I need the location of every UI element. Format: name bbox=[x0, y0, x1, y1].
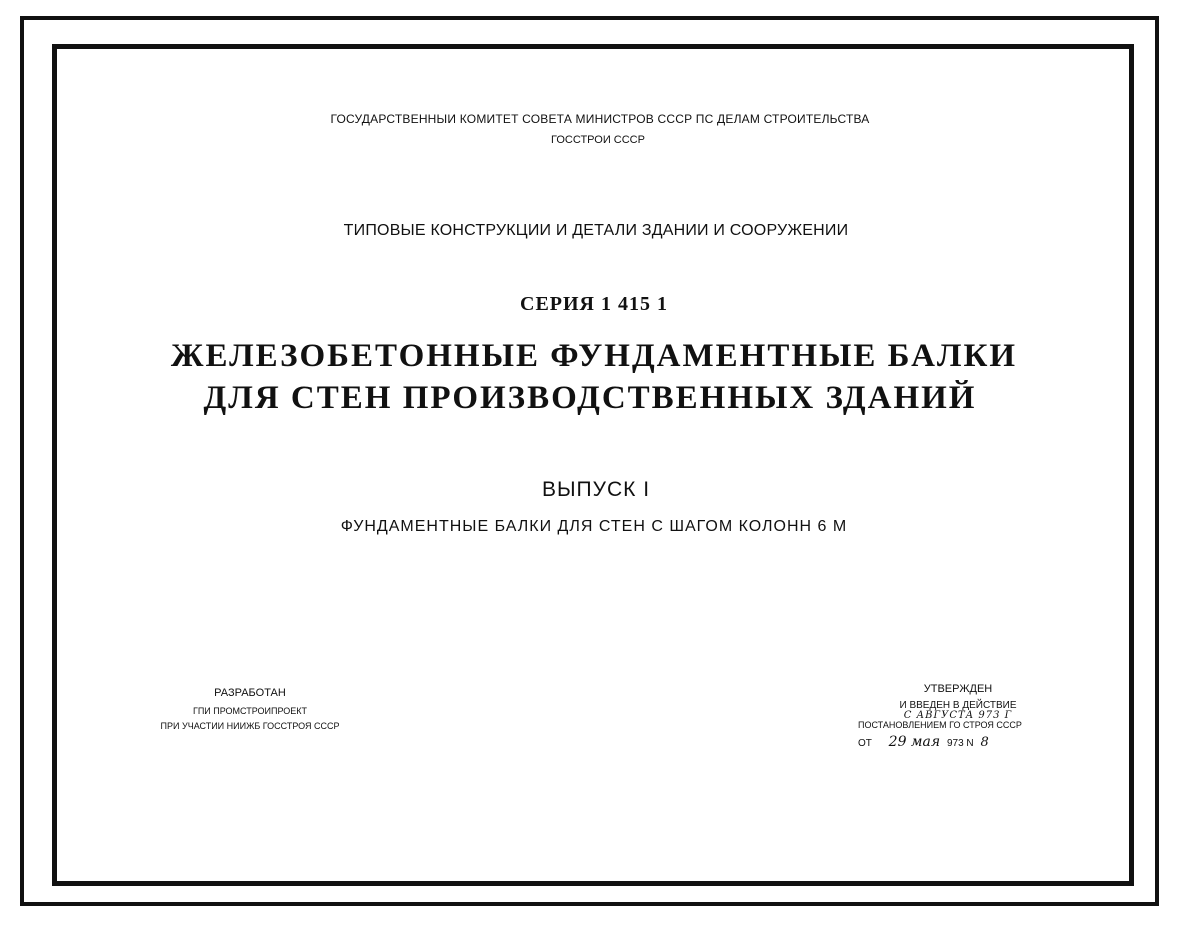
developed-by-block bbox=[110, 686, 390, 734]
decree-year: 973 bbox=[946, 738, 964, 749]
series-number: СЕРИЯ 1 415 1 bbox=[520, 293, 668, 315]
decree-date-row bbox=[858, 734, 1058, 750]
decree-number-handwritten: 8 bbox=[980, 735, 989, 750]
developed-heading: РАЗРАБОТАН bbox=[214, 687, 286, 699]
issue-subtitle: ФУНДАМЕНТНЫЕ БАЛКИ ДЛЯ СТЕН С ШАГОМ КОЛОНН 6 М bbox=[340, 518, 848, 535]
approved-block bbox=[858, 683, 1058, 750]
gosstroy-header: ГОССТРОИ СССР bbox=[551, 134, 645, 146]
approved-heading: УТВЕРЖДЕН bbox=[923, 683, 993, 695]
committee-header: ГОСУДАРСТВЕННЫИ КОМИТЕТ СОВЕТА МИНИСТРОВ СССР ПС ДЕЛАМ СТРОИТЕЛЬСТВА bbox=[330, 112, 870, 126]
effective-date-handwritten: С АВГУСТА 973 Г bbox=[903, 710, 1013, 721]
decree-number-label: N bbox=[966, 738, 974, 749]
document-title-line-1: ЖЕЛЕЗОБЕТОННЫЕ ФУНДАМЕНТНЫЕ БАЛКИ bbox=[170, 338, 1018, 374]
document-title-line-2: ДЛЯ СТЕН ПРОИЗВОДСТВЕННЫХ ЗДАНИЙ bbox=[203, 380, 977, 416]
approved-line: И ВВЕДЕН В ДЕЙСТВИЕ bbox=[899, 700, 1017, 711]
date-prefix: ОТ bbox=[858, 738, 872, 749]
inner-border bbox=[52, 44, 1134, 886]
decree-date-handwritten: 29 мая bbox=[888, 734, 941, 750]
developed-organization: ГПИ ПРОМСТРОИПРОЕКТ bbox=[192, 706, 308, 716]
issue-number: ВЫПУСК I bbox=[541, 478, 651, 501]
typical-structures-heading: ТИПОВЫЕ КОНСТРУКЦИИ И ДЕТАЛИ ЗДАНИИ И СООРУЖЕНИИ bbox=[343, 222, 849, 239]
developed-participation: ПРИ УЧАСТИИ НИИЖБ ГОССТРОЯ СССР bbox=[160, 721, 340, 731]
decree-line: ПОСТАНОВЛЕНИЕМ ГО СТРОЯ СССР bbox=[858, 720, 1022, 730]
